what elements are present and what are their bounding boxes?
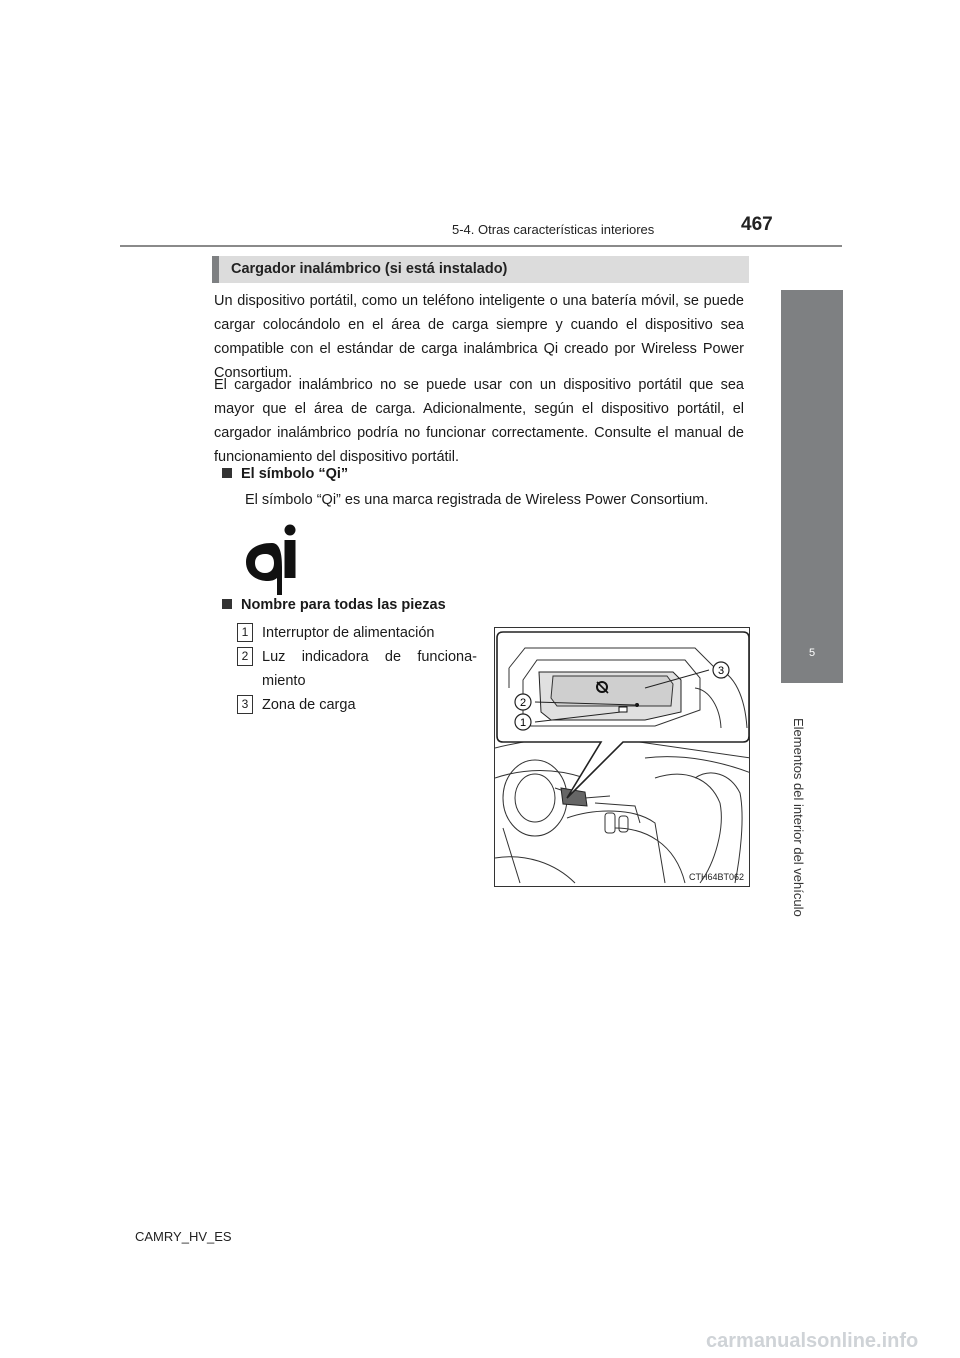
section-title: Cargador inalámbrico (si está instalado) xyxy=(231,261,508,277)
wireless-charger-figure xyxy=(494,627,750,887)
figure-illustration xyxy=(495,628,750,887)
part-label-1: Interruptor de alimentación xyxy=(262,625,435,641)
parts-heading-text: Nombre para todas las piezas xyxy=(241,597,446,613)
chapter-tab xyxy=(781,625,843,683)
parts-heading xyxy=(222,597,446,613)
qi-text: El símbolo “Qi” es una marca registrada de Wireless Power Consortium. xyxy=(245,492,709,508)
side-bar xyxy=(781,290,843,626)
part-label-3: Zona de carga xyxy=(262,697,356,713)
square-bullet-icon xyxy=(222,468,232,478)
chapter-number: 5 xyxy=(808,647,816,659)
callout-2: 2 xyxy=(519,697,527,709)
part-label-2: Luz indicadora de funciona-miento xyxy=(262,649,477,689)
callout-3: 3 xyxy=(717,665,725,677)
paragraph-2: El cargador inalámbrico no se puede usar con un dispositivo portátil que sea mayor que el área de carga. Adicionalmente, según el dispositivo portátil, el cargador inalámbrico podría no funcionar correctamente. Consulte el manual de funcionamiento del dispositivo portátil. xyxy=(214,376,744,465)
part-number-3: 3 xyxy=(237,695,253,714)
paragraph-1: Un dispositivo portátil, como un teléfono inteligente o una batería móvil, se puede cargar colocándolo en el área de carga siempre y cuando el dispositivo sea compatible con el estándar de carga inalámbrica Qi creado por Wireless Power Consortium. xyxy=(214,292,744,381)
figure-code: CTH64BT062 xyxy=(688,872,744,882)
square-bullet-icon xyxy=(222,599,232,609)
callout-1: 1 xyxy=(519,717,527,729)
part-number-2: 2 xyxy=(237,647,253,666)
part-number-1: 1 xyxy=(237,623,253,642)
qi-heading xyxy=(222,466,348,482)
footer-model: CAMRY_HV_ES xyxy=(135,1229,232,1244)
header-rule xyxy=(120,245,842,247)
qi-heading-text: El símbolo “Qi” xyxy=(241,466,349,482)
section-title-box xyxy=(212,256,749,283)
footer-watermark: carmanualsonline.info xyxy=(706,1330,919,1352)
header-section-title: 5-4. Otras características interiores xyxy=(452,222,655,237)
page-number: 467 xyxy=(741,214,773,235)
chapter-title: Elementos del interior del vehículo xyxy=(791,718,806,917)
qi-logo-icon xyxy=(246,523,302,595)
